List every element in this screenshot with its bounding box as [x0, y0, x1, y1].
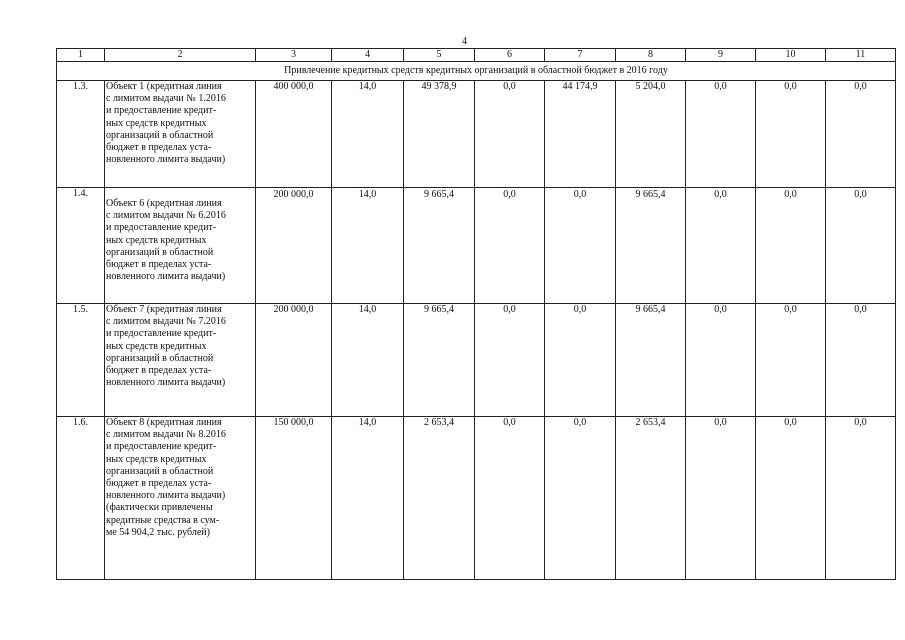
table-cell: 14,0: [332, 417, 404, 580]
column-header: 3: [256, 49, 332, 62]
row-number: 1.4.: [57, 188, 105, 304]
column-header: 1: [57, 49, 105, 62]
row-name: Объект 6 (кредитная линия с лимитом выдачи № 6.2016 и предоставление кредит- ных средств кредитных организаций в областной бюджет в пределах уста- новленного лимита выдачи): [106, 198, 226, 283]
table-cell: 9 665,4: [616, 188, 686, 304]
table-cell: 0,0: [475, 304, 545, 417]
table-cell: 400 000,0: [256, 81, 332, 188]
table-cell: 0,0: [545, 188, 616, 304]
row-name: Объект 1 (кредитная линия с лимитом выдачи № 1.2016 и предоставление кредит- ных средств кредитных организаций в областной бюджет в пределах уста- новленного лимита выдачи): [106, 81, 226, 166]
table-cell: 150 000,0: [256, 417, 332, 580]
section-row: [57, 62, 896, 81]
page-number: 4: [462, 36, 467, 47]
table-cell: 2 653,4: [616, 417, 686, 580]
row-name-cell: [105, 304, 256, 417]
table-row: [57, 81, 896, 188]
column-header: 7: [545, 49, 616, 62]
column-header-row: [57, 49, 896, 62]
row-name-cell: [105, 417, 256, 580]
row-number: 1.3.: [57, 81, 105, 188]
table-cell: 0,0: [756, 304, 826, 417]
column-header: 9: [686, 49, 756, 62]
table-cell: 9 665,4: [616, 304, 686, 417]
table-cell: 0,0: [475, 81, 545, 188]
table-cell: 14,0: [332, 81, 404, 188]
budget-table: [56, 48, 896, 580]
column-header: 5: [404, 49, 475, 62]
row-number: 1.6.: [57, 417, 105, 580]
table-cell: 0,0: [756, 81, 826, 188]
table-row: [57, 304, 896, 417]
table-cell: 0,0: [756, 188, 826, 304]
column-header: 10: [756, 49, 826, 62]
table-cell: 0,0: [826, 417, 896, 580]
table-cell: 200 000,0: [256, 188, 332, 304]
row-name-cell: [105, 81, 256, 188]
table-cell: 0,0: [686, 417, 756, 580]
table-cell: 2 653,4: [404, 417, 475, 580]
table-cell: 44 174,9: [545, 81, 616, 188]
table-cell: 0,0: [545, 417, 616, 580]
table-cell: 0,0: [826, 81, 896, 188]
column-header: 8: [616, 49, 686, 62]
table-cell: 9 665,4: [404, 304, 475, 417]
column-header: 6: [475, 49, 545, 62]
section-title: Привлечение кредитных средств кредитных организаций в областной бюджет в 2016 году: [57, 62, 896, 81]
column-header: 2: [105, 49, 256, 62]
table-cell: 5 204,0: [616, 81, 686, 188]
row-name-cell: [105, 188, 256, 304]
table-cell: 0,0: [686, 304, 756, 417]
table-cell: 0,0: [686, 188, 756, 304]
table-cell: 0,0: [756, 417, 826, 580]
table-cell: 0,0: [475, 188, 545, 304]
table-cell: 0,0: [826, 188, 896, 304]
table-cell: 0,0: [686, 81, 756, 188]
table-cell: 0,0: [475, 417, 545, 580]
row-name: Объект 7 (кредитная линия с лимитом выдачи № 7.2016 и предоставление кредит- ных средств кредитных организаций в областной бюджет в пределах уста- новленного лимита выдачи): [106, 304, 226, 389]
row-name: Объект 8 (кредитная линия с лимитом выдачи № 8.2016 и предоставление кредит- ных средств кредитных организаций в областной бюджет в пределах уста- новленного лимита выдачи) (фактически привлечены кредитные средства в сум- ме 54 904,2 тыс. рублей): [106, 417, 226, 538]
table-cell: 0,0: [545, 304, 616, 417]
table-row: [57, 188, 896, 304]
column-header: 4: [332, 49, 404, 62]
table-cell: 49 378,9: [404, 81, 475, 188]
table-cell: 9 665,4: [404, 188, 475, 304]
table-row: [57, 417, 896, 580]
table-cell: 200 000,0: [256, 304, 332, 417]
column-header: 11: [826, 49, 896, 62]
table-cell: 0,0: [826, 304, 896, 417]
table-cell: 14,0: [332, 188, 404, 304]
row-number: 1.5.: [57, 304, 105, 417]
table-cell: 14,0: [332, 304, 404, 417]
